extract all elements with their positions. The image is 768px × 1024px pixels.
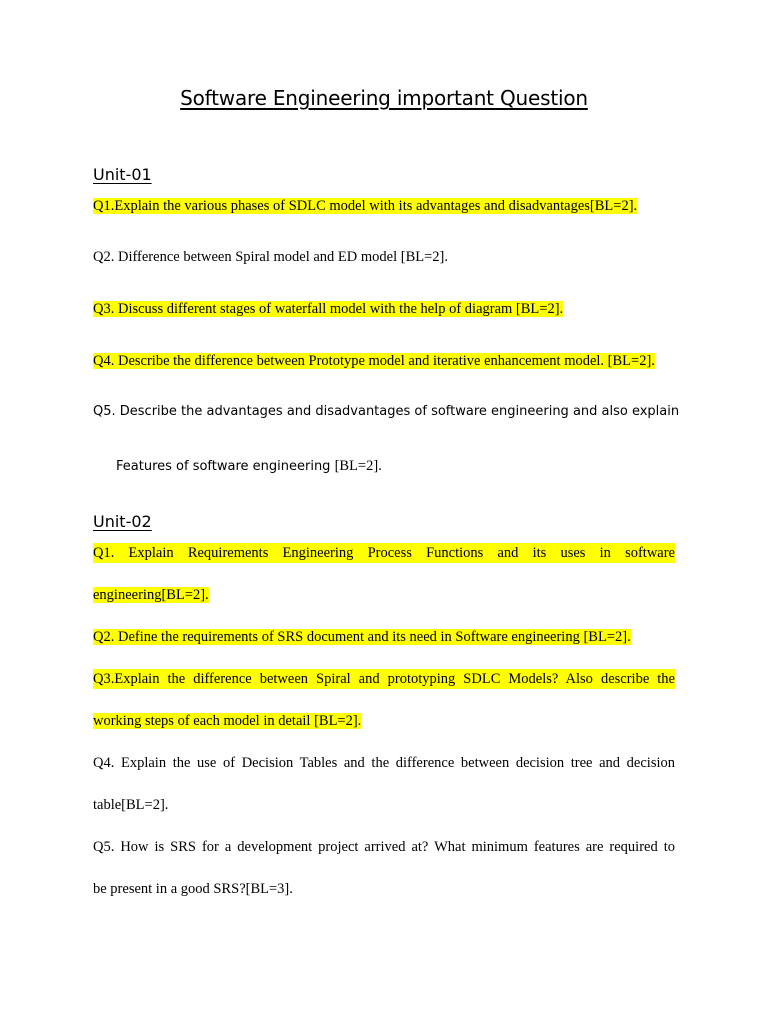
unit-02-question-5-line-2 <box>93 879 675 899</box>
unit-01-question-4 <box>93 351 675 371</box>
unit-02-question-4-line-1 <box>93 753 675 773</box>
unit-02-heading: Unit-02 <box>93 512 152 531</box>
unit-02-question-3-line-1 <box>93 669 675 689</box>
question-text: be present in a good SRS?[BL=3]. <box>93 881 293 897</box>
question-text: Features of software engineering <box>116 459 335 474</box>
question-text: Q4. Explain the use of Decision Tables and the difference between decision tree and decision <box>93 755 675 771</box>
question-text: Q5. How is SRS for a development project arrived at? What minimum features are required to <box>93 839 675 855</box>
highlighted-text: working steps of each model in detail [BL=2]. <box>93 713 362 729</box>
unit-02-question-4-line-2 <box>93 795 675 815</box>
unit-01-question-3 <box>93 299 675 319</box>
highlighted-text: Q2. Define the requirements of SRS document and its need in Software engineering [BL=2]. <box>93 629 631 645</box>
highlighted-text: engineering[BL=2]. <box>93 587 209 603</box>
unit-02-question-1-line-2 <box>93 585 675 605</box>
question-text-tail: [BL=2]. <box>334 458 382 474</box>
unit-01-question-5-line-2 <box>116 456 698 477</box>
unit-02-question-1-line-1 <box>93 543 675 563</box>
unit-02-question-5-line-1 <box>93 837 675 857</box>
highlighted-text: Q3. Discuss different stages of waterfall model with the help of diagram [BL=2]. <box>93 301 564 317</box>
unit-01-question-1 <box>93 196 675 216</box>
question-text: Q5. Describe the advantages and disadvantages of software engineering and also explain <box>93 404 680 419</box>
unit-01-question-5-line-1 <box>93 402 680 422</box>
highlighted-text: Q4. Describe the difference between Prototype model and iterative enhancement model. [BL=2]. <box>93 353 655 369</box>
page-title: Software Engineering important Question <box>180 86 588 110</box>
highlighted-text: Q1. Explain Requirements Engineering Process Functions and its uses in software <box>93 545 675 561</box>
highlighted-text: Q1.Explain the various phases of SDLC model with its advantages and disadvantages[BL=2]. <box>93 198 638 214</box>
question-text: table[BL=2]. <box>93 797 169 813</box>
unit-01-heading: Unit-01 <box>93 165 152 184</box>
question-text: Q2. Difference between Spiral model and ED model [BL=2]. <box>93 249 448 265</box>
highlighted-text: Q3.Explain the difference between Spiral and prototyping SDLC Models? Also describe the <box>93 671 675 687</box>
unit-02-question-2 <box>93 627 675 647</box>
unit-02-question-3-line-2 <box>93 711 675 731</box>
unit-01-question-2 <box>93 247 675 267</box>
